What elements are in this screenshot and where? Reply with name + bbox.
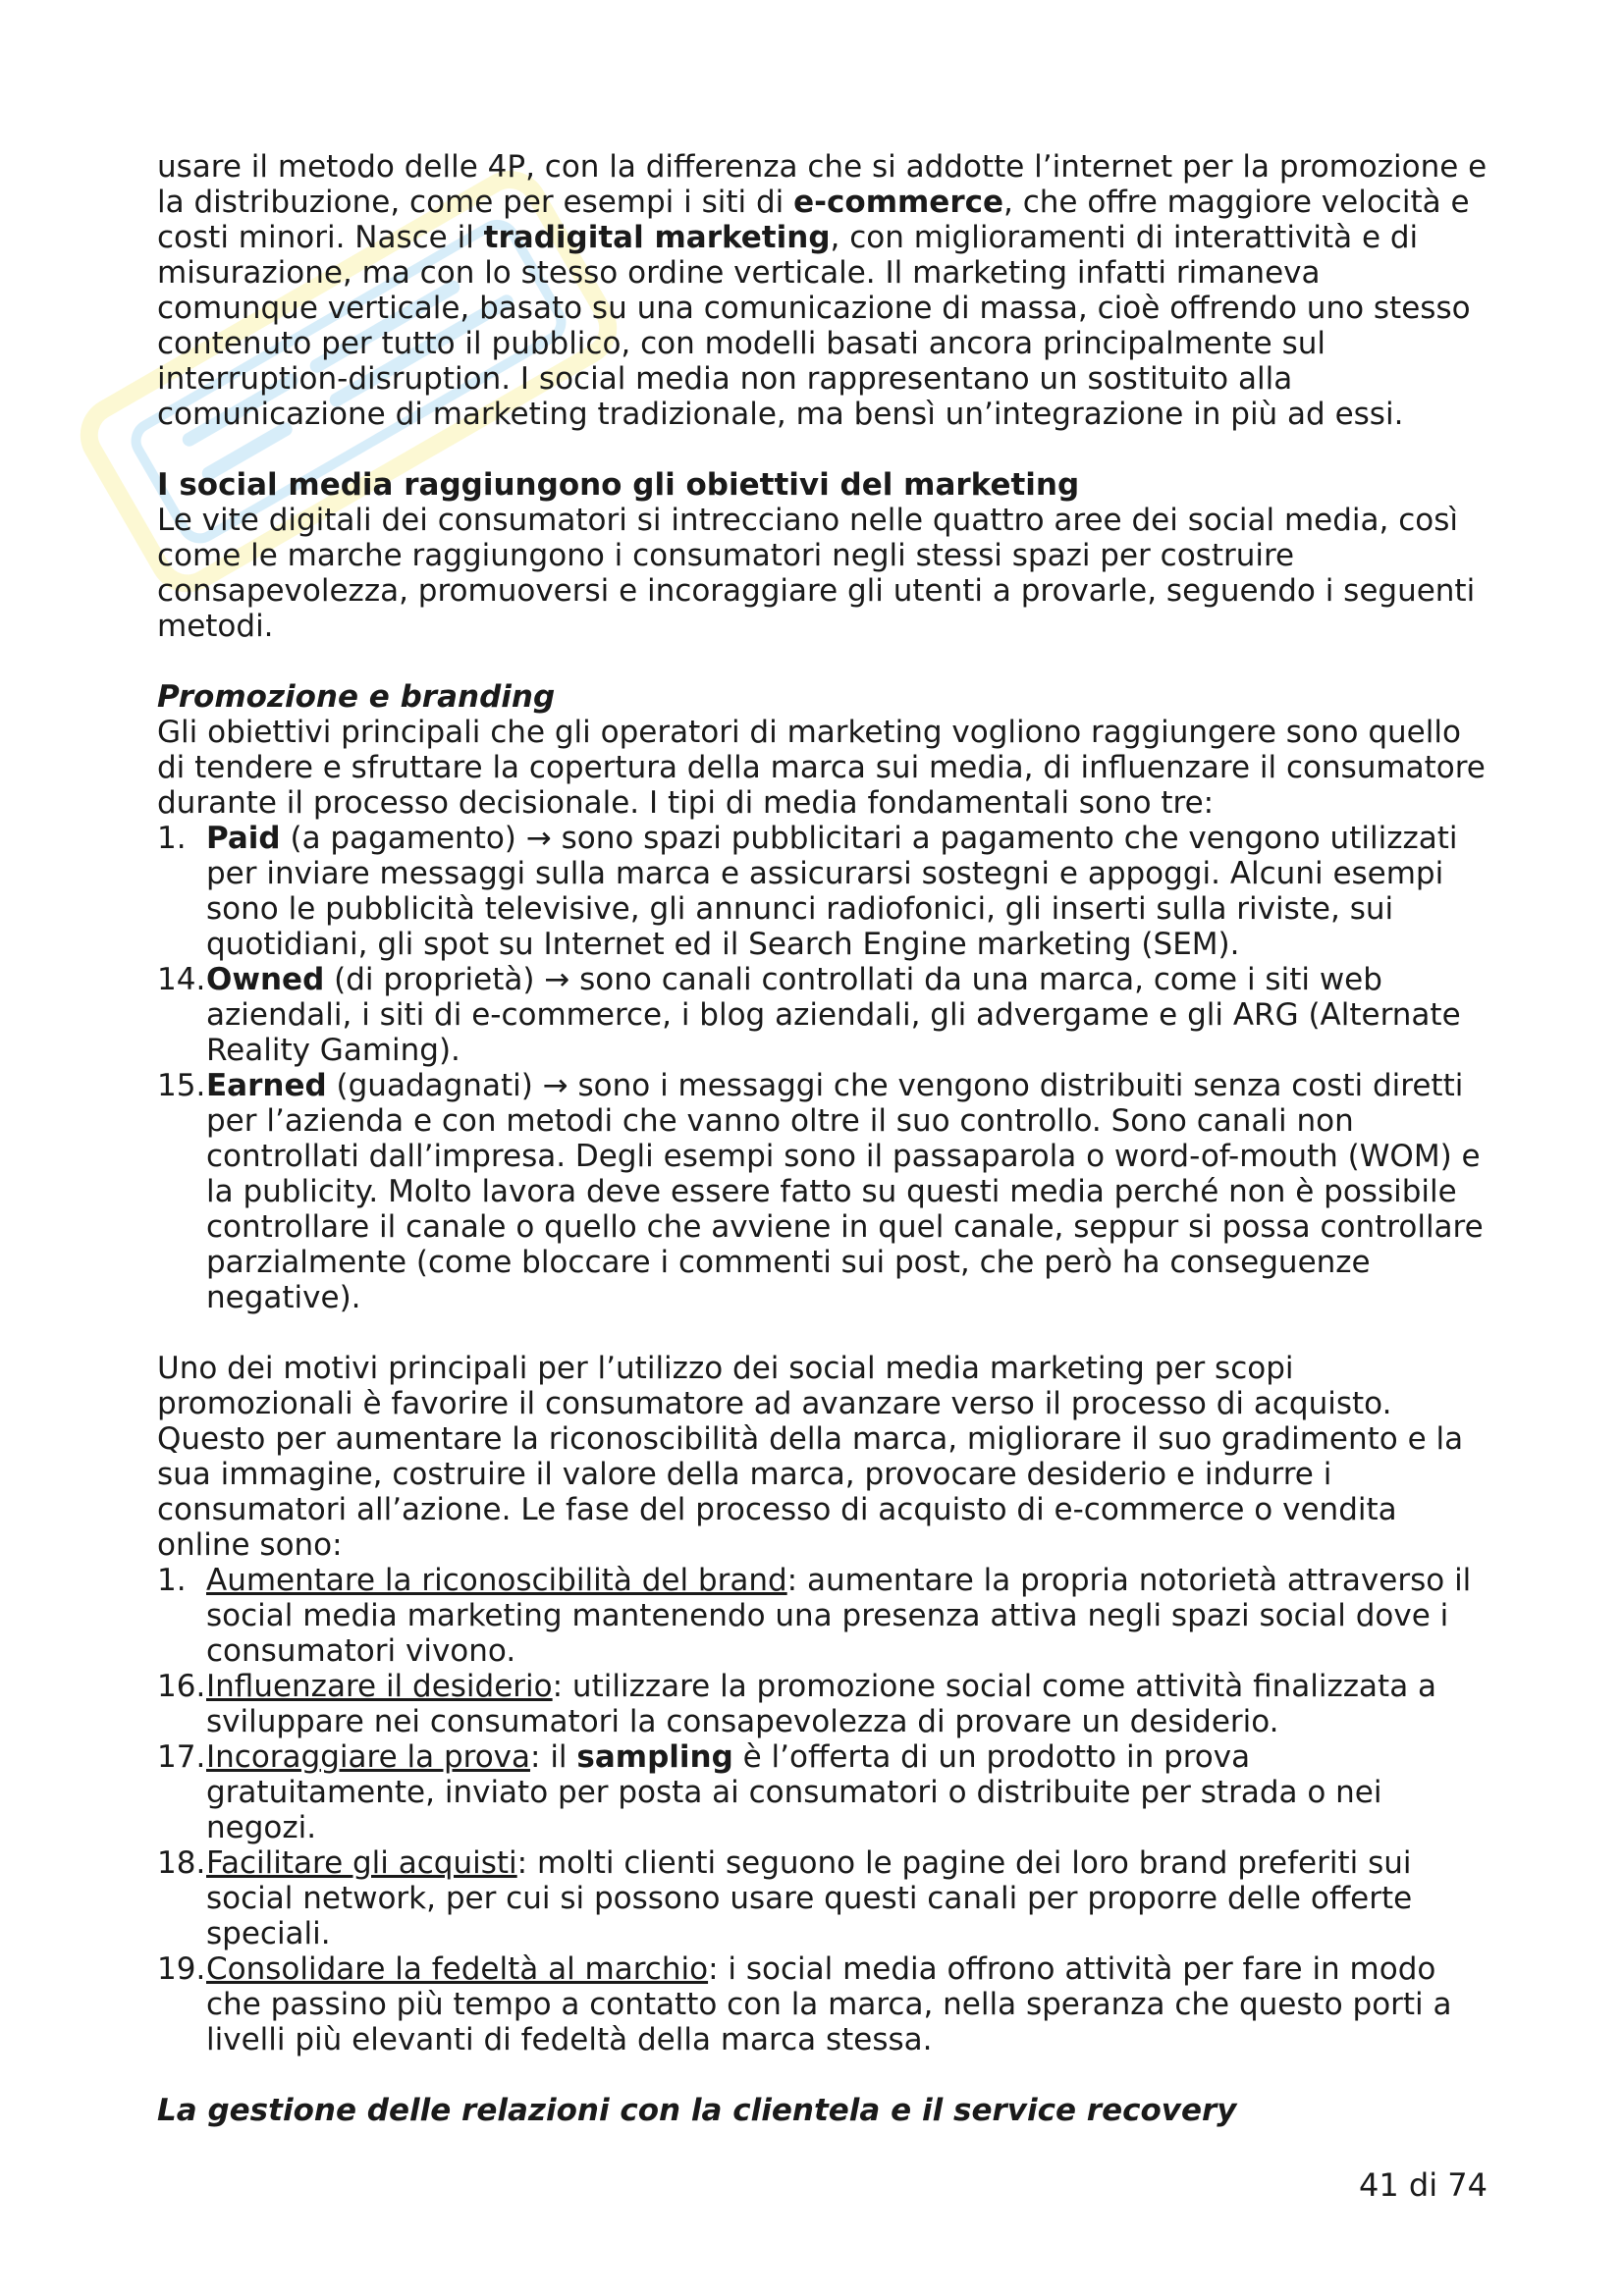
section-paragraph: Le vite digitali dei consumatori si intrecciano nelle quattro aree dei social media, così come le marche raggiungono i consumatori negli stessi spazi per costruire consapevolezza, promuoversi e incoraggiare gli utenti a provarle, seguendo i seguenti metodi. xyxy=(157,503,1476,644)
purchase-phases-list xyxy=(157,1563,1488,2057)
media-types-list xyxy=(157,821,1488,1315)
list-item: 19. Consolidare la fedeltà al marchio: i social media offrono attività per fare in modo che passino più tempo a contatto con la marca, nella speranza che questo porti a livelli più elevanti di fedeltà della marca stessa. xyxy=(157,1951,1452,2057)
page-number: 41 di 74 xyxy=(1359,2166,1488,2204)
section-heading: I social media raggiungono gli obiettivi del marketing xyxy=(157,467,1080,503)
section-paragraph: Gli obiettivi principali che gli operatori di marketing vogliono raggiungere sono quello di tendere e sfruttare la copertura della marca sui media, di influenzare il consumatore durante il processo decisionale. I tipi di media fondamentali sono tre: xyxy=(157,715,1486,821)
section-paragraph: Uno dei motivi principali per l’utilizzo dei social media marketing per scopi promozionali è favorire il consumatore ad avanzare verso il processo di acquisto. Questo per aumentare la riconoscibilità della marca, migliorare il suo gradimento e la sua immagine, costruire il valore della marca, provocare desiderio e indurre i consumatori all’azione. Le fase del processo di acquisto di e-commerce o vendita online sono: xyxy=(157,1351,1464,1563)
document-page xyxy=(157,149,1488,2128)
list-item: 16. Influenzare il desiderio: utilizzare la promozione social come attività finalizzata a sviluppare nei consumatori la consapevolezza di provare un desiderio. xyxy=(157,1669,1437,1739)
list-item: 1. Aumentare la riconoscibilità del brand: aumentare la propria notorietà attraverso il social media marketing mantenendo una presenza attiva negli spazi social dove i consumatori vivono. xyxy=(157,1563,1472,1669)
intro-paragraph: usare il metodo delle 4P, con la differenza che si addotte l’internet per la promozione e la distribuzione, come per esempi i siti di e-commerce, che offre maggiore velocità e costi minori. Nasce il tradigital marketing, con miglioramenti di interattività e di misurazione, ma con lo stesso ordine verticale. Il marketing infatti rimaneva comunque verticale, basato su una comunicazione di massa, cioè offrendo uno stesso contenuto per tutto il pubblico, con modelli basati ancora principalmente sul interruption-disruption. I social media non rappresentano un sostituito alla comunicazione di marketing tradizionale, ma bensì un’integrazione in più ad essi. xyxy=(157,149,1488,432)
list-item: 17. Incoraggiare la prova: il sampling è l’offerta di un prodotto in prova gratuitamente, inviato per posta ai consumatori o distribuite per strada o nei negozi. xyxy=(157,1739,1382,1845)
list-item: 15. Earned (guadagnati) → sono i messaggi che vengono distribuiti senza costi diretti per l’azienda e con metodi che vanno oltre il suo controllo. Sono canali non controllati dall’impresa. Degli esempi sono il passaparola o word-of-mouth (WOM) e la publicity. Molto lavora deve essere fatto su questi media perché non è possibile controllare il canale o quello che avviene in quel canale, seppur si possa controllare parzialmente (come bloccare i commenti sui post, che però ha conseguenze negative). xyxy=(157,1068,1484,1315)
list-item: 18. Facilitare gli acquisti: molti clienti seguono le pagine dei loro brand preferiti sui social network, per cui si possono usare questi canali per proporre delle offerte speciali. xyxy=(157,1845,1413,1951)
list-item: 14. Owned (di proprietà) → sono canali controllati da una marca, come i siti web aziendali, i siti di e-commerce, i blog aziendali, gli advergame e gli ARG (Alternate Reality Gaming). xyxy=(157,962,1461,1068)
list-item: 1. Paid (a pagamento) → sono spazi pubblicitari a pagamento che vengono utilizzati per inviare messaggi sulla marca e assicurarsi sostegni e appoggi. Alcuni esempi sono le pubblicità televisive, gli annunci radiofonici, gli inserti sulla riviste, sui quotidiani, gli spot su Internet ed il Search Engine marketing (SEM). xyxy=(157,821,1458,962)
subsection-heading: La gestione delle relazioni con la clientela e il service recovery xyxy=(157,2093,1237,2128)
subsection-heading: Promozione e branding xyxy=(157,679,556,715)
